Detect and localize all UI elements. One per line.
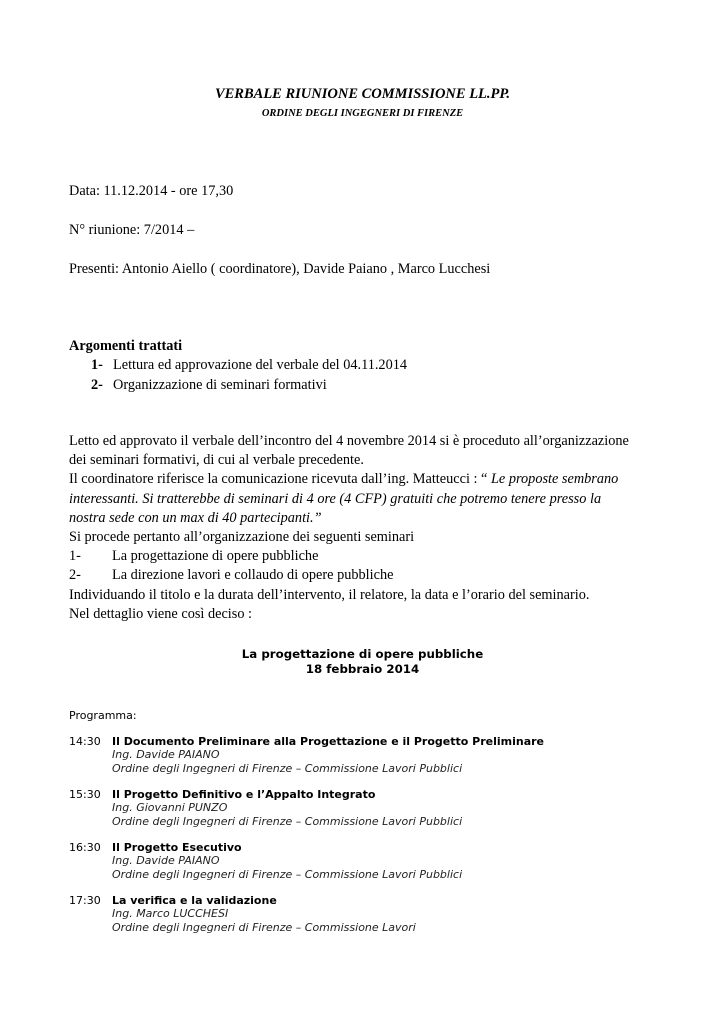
session-speaker: Ing. Davide PAIANO — [112, 748, 220, 762]
seminar-list-number: 1- — [69, 548, 81, 565]
session-speaker: Ing. Davide PAIANO — [112, 854, 220, 868]
session-organization: Ordine degli Ingegneri di Firenze – Commissione Lavori Pubblici — [112, 761, 463, 775]
body-line: Nel dettaglio viene così deciso : — [69, 605, 253, 622]
session-time: 17:30 — [69, 894, 101, 907]
seminar-list-item — [69, 566, 669, 585]
session-time: 15:30 — [69, 788, 101, 801]
session-organization: Ordine degli Ingegneri di Firenze – Commissione Lavori Pubblici — [112, 867, 463, 881]
session-title: Il Progetto Esecutivo — [112, 841, 242, 854]
body-line-plain: Il coordinatore riferisce la comunicazione ricevuta dall’ing. Matteucci : “ — [69, 471, 491, 488]
session-speaker: Ing. Marco LUCCHESI — [112, 907, 229, 921]
agenda-item-number: 2- — [91, 377, 103, 393]
body-line: Si procede pertanto all’organizzazione dei seguenti seminari — [69, 529, 415, 546]
seminar-list-item — [69, 547, 669, 566]
document-title: VERBALE RIUNIONE COMMISSIONE LL.PP. — [214, 86, 511, 102]
session-speaker: Ing. Giovanni PUNZO — [112, 801, 228, 815]
body-quote: interessanti. Si tratterebbe di seminari di 4 ore (4 CFP) gratuiti che potremo tenere presso la — [69, 490, 602, 507]
session-title: Il Progetto Definitivo e l’Appalto Integrato — [112, 788, 376, 801]
body-quote: Le proposte sembrano — [490, 471, 619, 488]
agenda-item-text: Organizzazione di seminari formativi — [113, 377, 327, 393]
session-time: 16:30 — [69, 841, 101, 854]
agenda-item-number: 1- — [91, 357, 103, 373]
document-subtitle: ORDINE DEGLI INGEGNERI DI FIRENZE — [261, 108, 464, 119]
seminar-list-text: La direzione lavori e collaudo di opere pubbliche — [112, 567, 394, 584]
seminar-list-text: La progettazione di opere pubbliche — [112, 548, 319, 565]
session-organization: Ordine degli Ingegneri di Firenze – Commissione Lavori — [112, 920, 416, 934]
meeting-number: N° riunione: 7/2014 – — [69, 222, 195, 238]
body-quote: nostra sede con un max di 40 partecipanti.” — [69, 509, 322, 526]
seminar-list-number: 2- — [69, 567, 81, 584]
agenda-item — [91, 357, 407, 374]
meeting-date: Data: 11.12.2014 - ore 17,30 — [69, 183, 234, 199]
seminar-date: 18 febbraio 2014 — [305, 662, 420, 676]
agenda-item-text: Lettura ed approvazione del verbale del 04.11.2014 — [113, 357, 408, 373]
program-label: Programma: — [69, 709, 137, 722]
body-line: Letto ed approvato il verbale dell’incontro del 4 novembre 2014 si è proceduto all’organizzazione — [69, 433, 629, 449]
meeting-attendees: Presenti: Antonio Aiello ( coordinatore), Davide Paiano , Marco Lucchesi — [69, 261, 491, 277]
session-time: 14:30 — [69, 735, 101, 748]
body-line — [69, 470, 669, 489]
body-line: dei seminari formativi, di cui al verbale precedente. — [69, 452, 364, 469]
session-title: La verifica e la validazione — [112, 894, 277, 907]
session-organization: Ordine degli Ingegneri di Firenze – Commissione Lavori Pubblici — [112, 814, 463, 828]
agenda-heading: Argomenti trattati — [69, 338, 183, 354]
agenda-item — [91, 377, 327, 394]
body-line: Individuando il titolo e la durata dell’intervento, il relatore, la data e l’orario del seminario. — [69, 586, 590, 603]
session-title: Il Documento Preliminare alla Progettazione e il Progetto Preliminare — [112, 735, 545, 748]
minutes-body — [69, 432, 669, 624]
seminar-title: La progettazione di opere pubbliche — [241, 647, 484, 661]
